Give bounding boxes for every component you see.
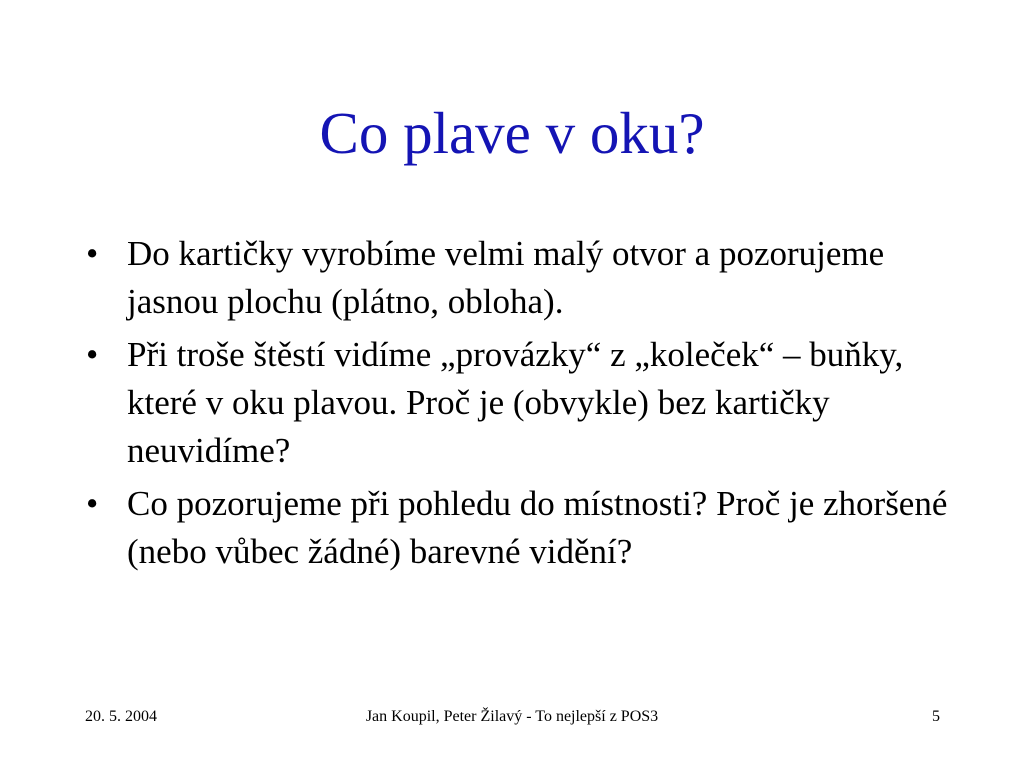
bullet-list <box>86 230 956 581</box>
bullet-item <box>86 331 956 475</box>
bullet-item <box>86 230 956 326</box>
page-number: 5 <box>932 708 940 725</box>
bullet-text: Co pozorujeme při pohledu do místnosti? Proč je zhoršené (nebo vůbec žádné) barevné vidění? <box>127 484 948 571</box>
bullet-text: Při troše štěstí vidíme „provázky“ z „koleček“ – buňky, které v oku plavou. Proč je (obvykle) bez kartičky neuvidíme? <box>127 335 904 470</box>
bullet-text: Do kartičky vyrobíme velmi malý otvor a pozorujeme jasnou plochu (plátno, obloha). <box>127 234 885 321</box>
footer-author-title: Jan Koupil, Peter Žilavý - To nejlepší z POS3 <box>365 708 659 725</box>
bullet-marker: • <box>86 484 99 523</box>
bullet-item <box>86 480 956 576</box>
slide-title: Co plave v oku? <box>319 100 705 166</box>
bullet-marker: • <box>86 335 99 374</box>
footer-date: 20. 5. 2004 <box>85 708 157 725</box>
bullet-marker: • <box>86 234 99 273</box>
